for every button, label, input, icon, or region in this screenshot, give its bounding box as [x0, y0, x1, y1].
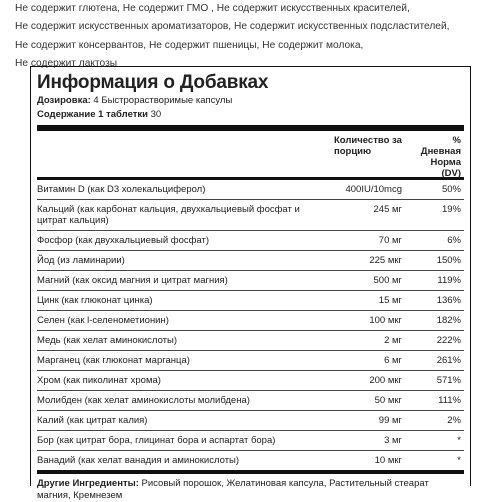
header-amount: Количество за порцию — [334, 135, 402, 157]
nutrient-amount: 500 мг — [373, 275, 402, 286]
nutrient-daily-value: 571% — [436, 375, 461, 386]
nutrient-amount: 225 мкг — [369, 255, 402, 266]
table-row — [37, 371, 464, 391]
header-daily-value: % Дневная Норма (DV) — [420, 135, 461, 179]
nutrient-amount: 6 мг — [384, 355, 402, 366]
table-row — [37, 331, 464, 351]
nutrient-daily-value: 261% — [436, 355, 461, 366]
intro-line: Не содержит консервантов, Не содержит пшеницы, Не содержит молока, — [15, 39, 364, 51]
nutrient-amount: 15 мг — [378, 295, 402, 306]
nutrient-name: Витамин D (как D3 холекальциферол) — [37, 184, 206, 195]
dosage-line — [37, 94, 464, 108]
nutrient-name: Калий (как цитрат калия) — [37, 415, 148, 426]
supplement-facts-panel — [30, 66, 471, 501]
nutrient-name: Йод (из ламинарии) — [37, 255, 125, 266]
nutrient-daily-value: 119% — [437, 275, 461, 286]
nutrient-amount: 50 мкг — [374, 395, 402, 406]
nutrient-name: Бор (как цитрат бора, глицинат бора и аспартат бора) — [37, 435, 276, 446]
table-header — [37, 131, 464, 177]
nutrient-daily-value: * — [457, 455, 461, 466]
nutrient-amount: 10 мкг — [374, 455, 402, 466]
nutrient-name: Медь (как хелат аминокислоты) — [37, 335, 177, 346]
other-ingredients-value: Рисовый порошок, Желатиновая капсула, Растительный стеарат магния, Кремнезем — [37, 478, 429, 501]
nutrient-name: Марганец (как глюконат марганца) — [37, 355, 190, 366]
nutrient-name: Фосфор (как двухкальциевый фосфат) — [37, 235, 210, 246]
other-ingredients — [37, 474, 464, 502]
nutrient-daily-value: 182% — [436, 315, 461, 326]
table-row — [37, 180, 464, 200]
other-ingredients-label: Другие Ингредиенты: — [37, 478, 139, 489]
table-row — [37, 311, 464, 331]
nutrient-name: Магний (как оксид магния и цитрат магния) — [37, 275, 228, 286]
nutrient-amount: 2 мг — [384, 335, 402, 346]
intro-line: Не содержит искусственных ароматизаторов, Не содержит искусственных подсластителей, — [15, 21, 450, 33]
nutrient-daily-value: 111% — [438, 395, 461, 406]
table-row — [37, 231, 464, 251]
nutrient-daily-value: 136% — [436, 295, 461, 306]
nutrient-daily-value: 222% — [436, 335, 461, 346]
nutrient-amount: 400IU/10mcg — [345, 184, 402, 195]
nutrient-amount: 3 мг — [384, 435, 402, 446]
free-from-claims — [15, 0, 495, 74]
panel-title: Информация о Добавках — [37, 72, 269, 93]
table-row — [37, 431, 464, 451]
intro-line: Не содержит лактозы — [15, 58, 118, 70]
table-row — [37, 391, 464, 411]
nutrient-amount: 99 мг — [378, 415, 402, 426]
content-value: 30 — [150, 109, 162, 120]
table-row — [37, 271, 464, 291]
dosage-value: 4 Быстрорастворимые капсулы — [93, 95, 233, 106]
nutrient-amount: 100 мкг — [369, 315, 402, 326]
nutrient-name: Цинк (как глюконат цинка) — [37, 295, 153, 306]
table-row — [37, 291, 464, 311]
nutrient-daily-value: 150% — [436, 255, 461, 266]
nutrient-daily-value: 6% — [447, 235, 461, 246]
nutrient-name: Селен (как l-селенометионин) — [37, 315, 169, 326]
nutrient-name: Кальций (как карбонат кальция, двухкальциевый фосфат и цитрат кальция) — [37, 204, 300, 226]
content-label: Содержание 1 таблетки — [37, 109, 148, 120]
table-row — [37, 200, 464, 231]
nutrient-daily-value: 50% — [441, 184, 461, 195]
nutrient-table — [37, 180, 464, 470]
nutrient-daily-value: * — [457, 435, 461, 446]
table-row — [37, 451, 464, 470]
nutrient-name: Хром (как пиколинат хрома) — [37, 375, 161, 386]
nutrient-name: Ванадий (как хелат ванадия и аминокислоты) — [37, 455, 240, 466]
content-line — [37, 108, 464, 122]
nutrient-name: Молибден (как хелат аминокислоты молибдена) — [37, 395, 250, 406]
intro-line: Не содержит глютена, Не содержит ГМО , Не содержит искусственных красителей, — [15, 3, 410, 14]
table-row — [37, 351, 464, 371]
table-row — [37, 251, 464, 271]
table-row — [37, 411, 464, 431]
nutrient-amount: 200 мкг — [369, 375, 402, 386]
nutrient-amount: 245 мг — [373, 204, 402, 215]
dosage-label: Дозировка: — [37, 95, 91, 106]
nutrient-daily-value: 19% — [441, 204, 461, 215]
nutrient-daily-value: 2% — [447, 415, 461, 426]
nutrient-amount: 70 мг — [378, 235, 402, 246]
